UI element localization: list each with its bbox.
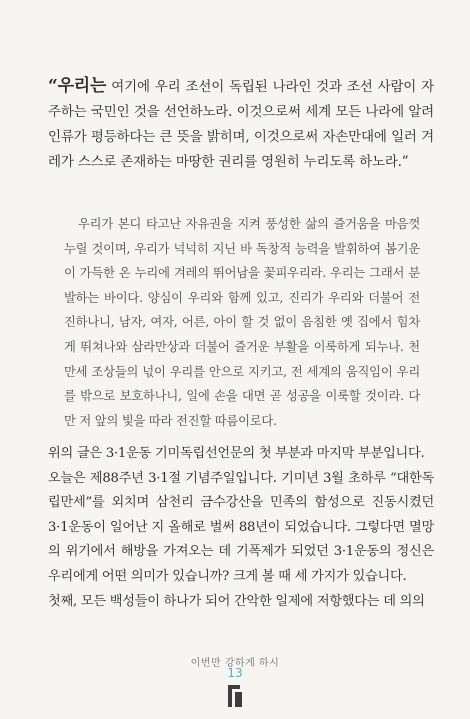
body-paragraph-1: 위의 글은 3·1운동 기미독립선언문의 첫 부분과 마지막 부분입니다. (48, 446, 425, 461)
running-footer-title: 이번만 강하게 하시 (190, 658, 280, 669)
quote-paragraph (48, 74, 434, 175)
body-paragraph-3: 첫째, 모든 백성들이 하나가 되어 간악한 일제에 저항했다는 데 의의 (48, 593, 425, 609)
sermon-body (48, 442, 434, 614)
quote-lead-word: “우리는 (48, 76, 107, 96)
quote-text: 여기에 우리 조선이 독립된 나라인 것과 조선 사람이 자주하는 국민인 것을 선언하노라. 이것으로써 세계 모든 나라에 알려 인류가 평등하다는 큰 뜻을 밝히며, 이것으로써 자손만대에 일러 겨레가 스스로 존재하는 마땅한 권리를 영원히 누리도록 하노라.” (48, 79, 434, 170)
declaration-excerpt (64, 212, 420, 433)
excerpt-paragraph: 우리가 본디 타고난 자유권을 지켜 풍성한 삶의 즐거움을 마음껏 누릴 것이며, 우리가 넉넉히 지닌 바 독창적 능력을 발휘하여 봄기운이 가득한 온 누리에 겨레의 뛰어남을 꽃피우리라. 우리는 그래서 분발하는 바이다. 양심이 우리와 함께 있고, 진리가 우리와 더불어 전진하나니, 남자, 여자, 어른, 아이 할 것 없이 음침한 옛 집에서 힘차게 뛰쳐나와 삼라만상과 더불어 즐거운 부활을 이룩하게 되누나. 천만세 조상들의 넋이 우리를 안으로 지키고, 전 세계의 움직임이 우리를 밖으로 보호하나니, 일에 손을 대면 곧 성공을 이룩할 것이라. 다만 저 앞의 빛을 따라 전진할 따름이로다. (64, 217, 420, 428)
publisher-logo-icon (226, 683, 244, 709)
page-number: 13 (227, 666, 243, 680)
body-paragraph-2: 오늘은 제88주년 3·1절 기념주일입니다. 기미년 3월 초하루 “대한독립만세”를 외치며 삼천리 금수강산을 민족의 함성으로 진동시켰던 3·1운동이 일어난 지 올해로 벌써 88년이 되었습니다. 그렇다면 멸망의 위기에서 해방을 가져오는 데 기폭제가 되었던 3·1운동의 정신은 우리에게 어떤 의미가 있습니까? 크게 볼 때 세 가지가 있습니다. (48, 470, 434, 584)
opening-quote (48, 74, 434, 175)
